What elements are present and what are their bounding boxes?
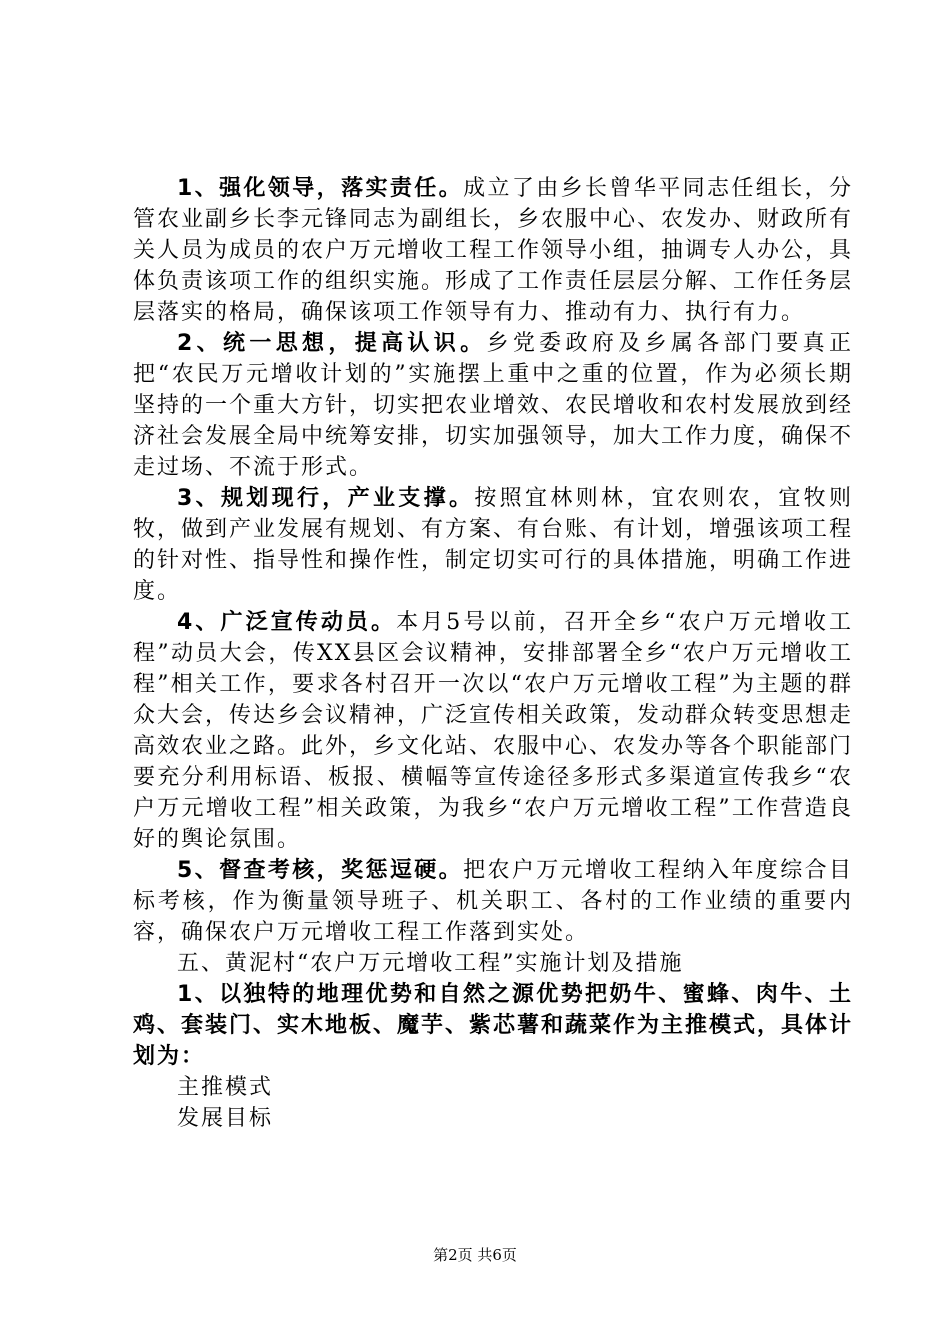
paragraph-1 — [133, 173, 853, 328]
paragraph-4 — [133, 607, 853, 855]
paragraph-1-body: 成立了由乡长曾华平同志任组长，分管农业副乡长李元锋同志为副组长，乡农服中心、农发办、财政所有关人员为成员的农户万元增收工程工作领导小组，抽调专人办公，具体负责该项工作的组织实施。形成了工作责任层层分解、工作任务层层落实的格局，确保该项工作领导有力、推动有力、执行有力。 — [133, 176, 854, 325]
paragraph-4-body: 本月5号以前，召开全乡“农户万元增收工程”动员大会，传XX县区会议精神，安排部署全乡“农户万元增收工程”相关工作，要求各村召开一次以“农户万元增收工程”为主题的群众大会，传达乡会议精神，广泛宣传相关政策，发动群众转变思想走高效农业之路。此外，乡文化站、农服中心、农发办等各个职能部门要充分利用标语、板报、横幅等宣传途径多形式多渠道宣传我乡“农户万元增收工程”相关政策，为我乡“农户万元增收工程”工作营造良好的舆论氛围。 — [133, 610, 854, 852]
paragraph-3 — [133, 483, 853, 607]
document-body — [133, 173, 853, 1134]
paragraph-5-body: 把农户万元增收工程纳入年度综合目标考核，作为衡量领导班子、机关职工、各村的工作业绩的重要内容，确保农户万元增收工程工作落到实处。 — [133, 858, 853, 945]
list-line-goal: 发展目标 — [177, 1106, 274, 1131]
paragraph-3-body: 按照宜林则林，宜农则农，宜牧则牧，做到产业发展有规划、有方案、有台账、有计划，增强该项工程的针对性、指导性和操作性，制定切实可行的具体措施，明确工作进度。 — [133, 486, 854, 604]
paragraph-2-body: 乡党委政府及乡属各部门要真正把“农民万元增收计划的”实施摆上重中之重的位置，作为必须长期坚持的一个重大方针，切实把农业增效、农民增收和农村发展放到经济社会发展全局中统筹安排，切实加强领导，加大工作力度，确保不走过场、不流于形式。 — [133, 331, 854, 480]
bold-item-1: 1、以独特的地理优势和自然之源优势把奶牛、蜜蜂、肉牛、土鸡、套装门、实木地板、魔芋、紫芯薯和蔬菜作为主推模式，具体计划为： — [133, 982, 854, 1069]
paragraph-4-heading: 4、广泛宣传动员。 — [177, 610, 397, 635]
paragraph-1-heading: 1、强化领导，落实责任。 — [177, 176, 464, 201]
page-footer: 第2页 共6页 — [433, 1246, 517, 1264]
paragraph-5 — [133, 855, 853, 948]
list-line-main-mode: 主推模式 — [177, 1075, 274, 1100]
paragraph-3-heading: 3、规划现行，产业支撑。 — [177, 486, 475, 511]
paragraph-2 — [133, 328, 853, 483]
section-five-heading: 五、黄泥村“农户万元增收工程”实施计划及措施 — [177, 951, 684, 976]
paragraph-5-heading: 5、督查考核，奖惩逗硬。 — [177, 858, 464, 883]
paragraph-2-heading: 2、统一思想，提高认识。 — [177, 331, 487, 356]
